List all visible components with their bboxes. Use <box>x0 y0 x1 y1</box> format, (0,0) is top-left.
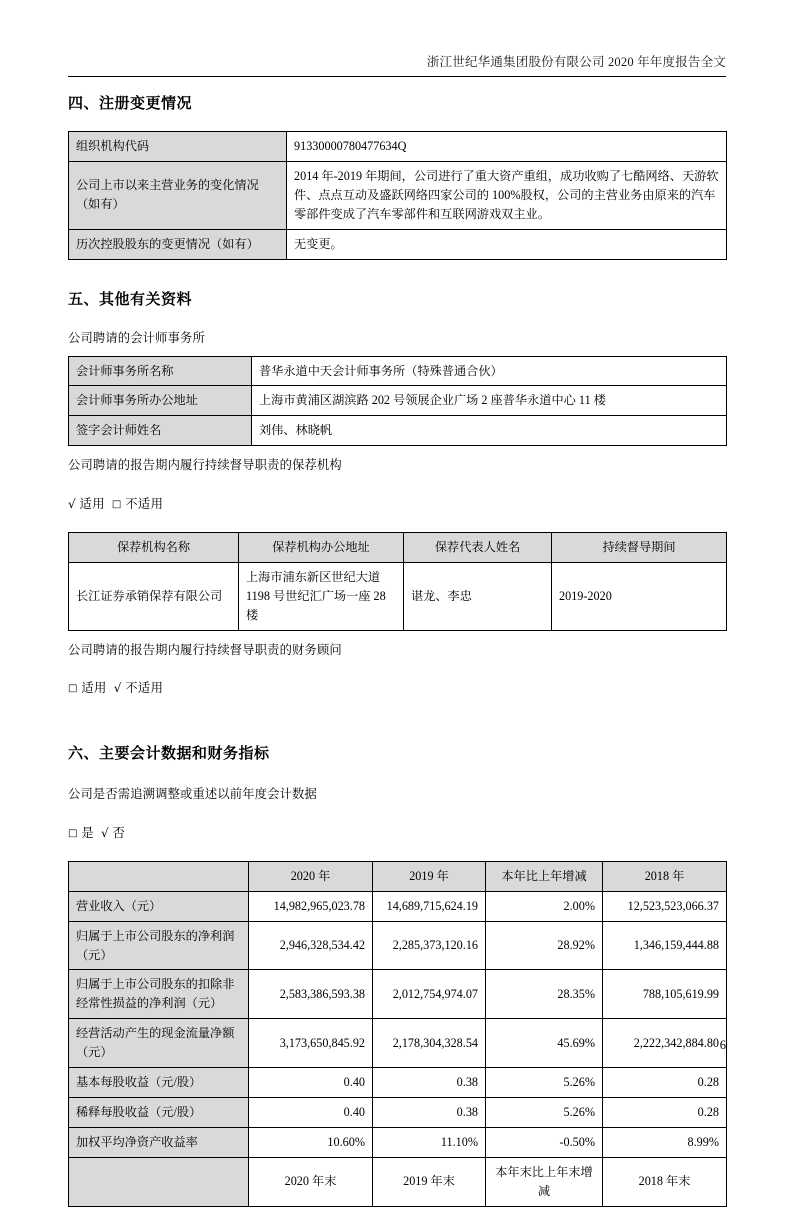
metric-label: 归属于上市公司股东的扣除非经常性损益的净利润（元） <box>69 970 249 1019</box>
checked-mark-icon[interactable]: √ <box>68 496 77 511</box>
not-applicable-label: 不适用 <box>125 680 164 695</box>
retrospective-applicability-row <box>68 823 726 841</box>
accountant-caption: 公司聘请的会计师事务所 <box>68 330 205 345</box>
advisor-applicability-row <box>68 678 726 696</box>
table-row <box>69 1068 727 1098</box>
checked-mark-icon[interactable]: √ <box>101 825 110 840</box>
table-row <box>69 1127 727 1157</box>
org-code-label: 组织机构代码 <box>69 132 287 162</box>
value-2020: 3,173,650,845.92 <box>249 1019 373 1068</box>
table-row <box>69 1098 727 1128</box>
signing-accountant-value: 刘伟、林晓帆 <box>252 416 727 446</box>
table-row <box>69 386 727 416</box>
sponsor-representative-header: 保荐代表人姓名 <box>404 532 552 562</box>
sponsor-applicability-row <box>68 494 726 512</box>
page-content <box>68 92 726 1207</box>
value-2019: 2,285,373,120.16 <box>373 921 486 970</box>
page-number: 6 <box>719 1038 726 1052</box>
metric-label: 稀释每股收益（元/股） <box>69 1098 249 1128</box>
unchecked-box-icon[interactable]: □ <box>111 498 122 510</box>
value-2019: 0.38 <box>373 1098 486 1128</box>
not-applicable-label: 不适用 <box>125 496 164 511</box>
value-2020: 2,946,328,534.42 <box>249 921 373 970</box>
value-2018: 0.28 <box>603 1098 727 1128</box>
value-2018: 0.28 <box>603 1068 727 1098</box>
signing-accountant-label: 签字会计师姓名 <box>69 416 252 446</box>
value-change: 5.26% <box>486 1098 603 1128</box>
checked-mark-icon[interactable]: √ <box>113 680 122 695</box>
value-2019: 14,689,715,624.19 <box>373 891 486 921</box>
metric-label: 营业收入（元） <box>69 891 249 921</box>
sponsor-name-value: 长江证券承销保荐有限公司 <box>69 562 239 630</box>
controlling-shareholder-change-label: 历次控股股东的变更情况（如有） <box>69 229 287 259</box>
applicable-label: 适用 <box>79 496 105 511</box>
value-2018: 2,222,342,884.80 <box>603 1019 727 1068</box>
value-2020: 10.60% <box>249 1127 373 1157</box>
table-row <box>69 562 727 630</box>
section-5-heading: 五、其他有关资料 <box>68 290 193 308</box>
value-change: 28.92% <box>486 921 603 970</box>
registration-change-table <box>68 131 727 260</box>
table-row <box>69 132 727 162</box>
no-label: 否 <box>112 825 126 840</box>
year-2020-header: 2020 年 <box>249 861 373 891</box>
table-row <box>69 891 727 921</box>
value-change: -0.50% <box>486 1127 603 1157</box>
year-end-2018-header: 2018 年末 <box>603 1157 727 1206</box>
value-2019: 0.38 <box>373 1068 486 1098</box>
sponsor-institution-table <box>68 532 727 631</box>
value-2020: 14,982,965,023.78 <box>249 891 373 921</box>
sponsor-address-value: 上海市浦东新区世纪大道 1198 号世纪汇广场一座 28 楼 <box>239 562 404 630</box>
unchecked-box-icon[interactable]: □ <box>68 827 78 839</box>
value-2018: 12,523,523,066.37 <box>603 891 727 921</box>
value-2019: 2,178,304,328.54 <box>373 1019 486 1068</box>
metric-label: 加权平均净资产收益率 <box>69 1127 249 1157</box>
value-change: 2.00% <box>486 891 603 921</box>
main-business-change-value: 2014 年-2019 年期间，公司进行了重大资产重组，成功收购了七酷网络、天游软件、点点互动及盛跃网络四家公司的 100%股权，公司的主营业务由原来的汽车零部件变成了汽车零部件和互联网游戏双主业。 <box>287 161 727 229</box>
header-divider <box>68 76 726 77</box>
value-2020: 0.40 <box>249 1068 373 1098</box>
table-row <box>69 970 727 1019</box>
section-6-heading: 六、主要会计数据和财务指标 <box>68 745 270 763</box>
table-row <box>69 921 727 970</box>
applicable-label: 适用 <box>81 680 107 695</box>
metric-header-2 <box>69 1157 249 1206</box>
table-row <box>69 416 727 446</box>
controlling-shareholder-change-value: 无变更。 <box>287 229 727 259</box>
key-financial-data-table <box>68 861 727 1207</box>
value-2018: 1,346,159,444.88 <box>603 921 727 970</box>
yes-label: 是 <box>81 825 95 840</box>
value-2019: 2,012,754,974.07 <box>373 970 486 1019</box>
value-change: 28.35% <box>486 970 603 1019</box>
metric-label: 经营活动产生的现金流量净额（元） <box>69 1019 249 1068</box>
firm-address-value: 上海市黄浦区湖滨路 202 号领展企业广场 2 座普华永道中心 11 楼 <box>252 386 727 416</box>
firm-name-value: 普华永道中天会计师事务所（特殊普通合伙） <box>252 356 727 386</box>
section-4-heading: 四、注册变更情况 <box>68 95 193 112</box>
value-change: 5.26% <box>486 1068 603 1098</box>
table-header-row <box>69 861 727 891</box>
table-row <box>69 1019 727 1068</box>
value-2018: 8.99% <box>603 1127 727 1157</box>
financial-advisor-caption: 公司聘请的报告期内履行持续督导职责的财务顾问 <box>68 642 342 657</box>
firm-address-label: 会计师事务所办公地址 <box>69 386 252 416</box>
page-header: 浙江世纪华通集团股份有限公司 2020 年年度报告全文 <box>426 55 726 69</box>
value-2018: 788,105,619.99 <box>603 970 727 1019</box>
metric-header <box>69 861 249 891</box>
value-2019: 11.10% <box>373 1127 486 1157</box>
accounting-firm-table <box>68 356 727 447</box>
value-2020: 0.40 <box>249 1098 373 1128</box>
sponsor-caption: 公司聘请的报告期内履行持续督导职责的保荐机构 <box>68 458 342 473</box>
org-code-value: 91330000780477634Q <box>287 132 727 162</box>
yoy-change-header: 本年比上年增减 <box>486 861 603 891</box>
table-row <box>69 161 727 229</box>
table-header-row <box>69 532 727 562</box>
unchecked-box-icon[interactable]: □ <box>68 682 78 694</box>
table-row <box>69 356 727 386</box>
metric-label: 基本每股收益（元/股） <box>69 1068 249 1098</box>
main-business-change-label: 公司上市以来主营业务的变化情况（如有） <box>69 161 287 229</box>
sponsor-name-header: 保荐机构名称 <box>69 532 239 562</box>
table-header-row <box>69 1157 727 1206</box>
year-end-2019-header: 2019 年末 <box>373 1157 486 1206</box>
firm-name-label: 会计师事务所名称 <box>69 356 252 386</box>
sponsor-representative-value: 谌龙、李忠 <box>404 562 552 630</box>
year-end-change-header: 本年末比上年末增减 <box>486 1157 603 1206</box>
year-end-2020-header: 2020 年末 <box>249 1157 373 1206</box>
year-2018-header: 2018 年 <box>603 861 727 891</box>
table-row <box>69 229 727 259</box>
sponsor-address-header: 保荐机构办公地址 <box>239 532 404 562</box>
supervision-period-value: 2019-2020 <box>552 562 727 630</box>
value-2020: 2,583,386,593.38 <box>249 970 373 1019</box>
metric-label: 归属于上市公司股东的净利润（元） <box>69 921 249 970</box>
value-change: 45.69% <box>486 1019 603 1068</box>
retrospective-caption: 公司是否需追溯调整或重述以前年度会计数据 <box>68 787 317 802</box>
supervision-period-header: 持续督导期间 <box>552 532 727 562</box>
year-2019-header: 2019 年 <box>373 861 486 891</box>
